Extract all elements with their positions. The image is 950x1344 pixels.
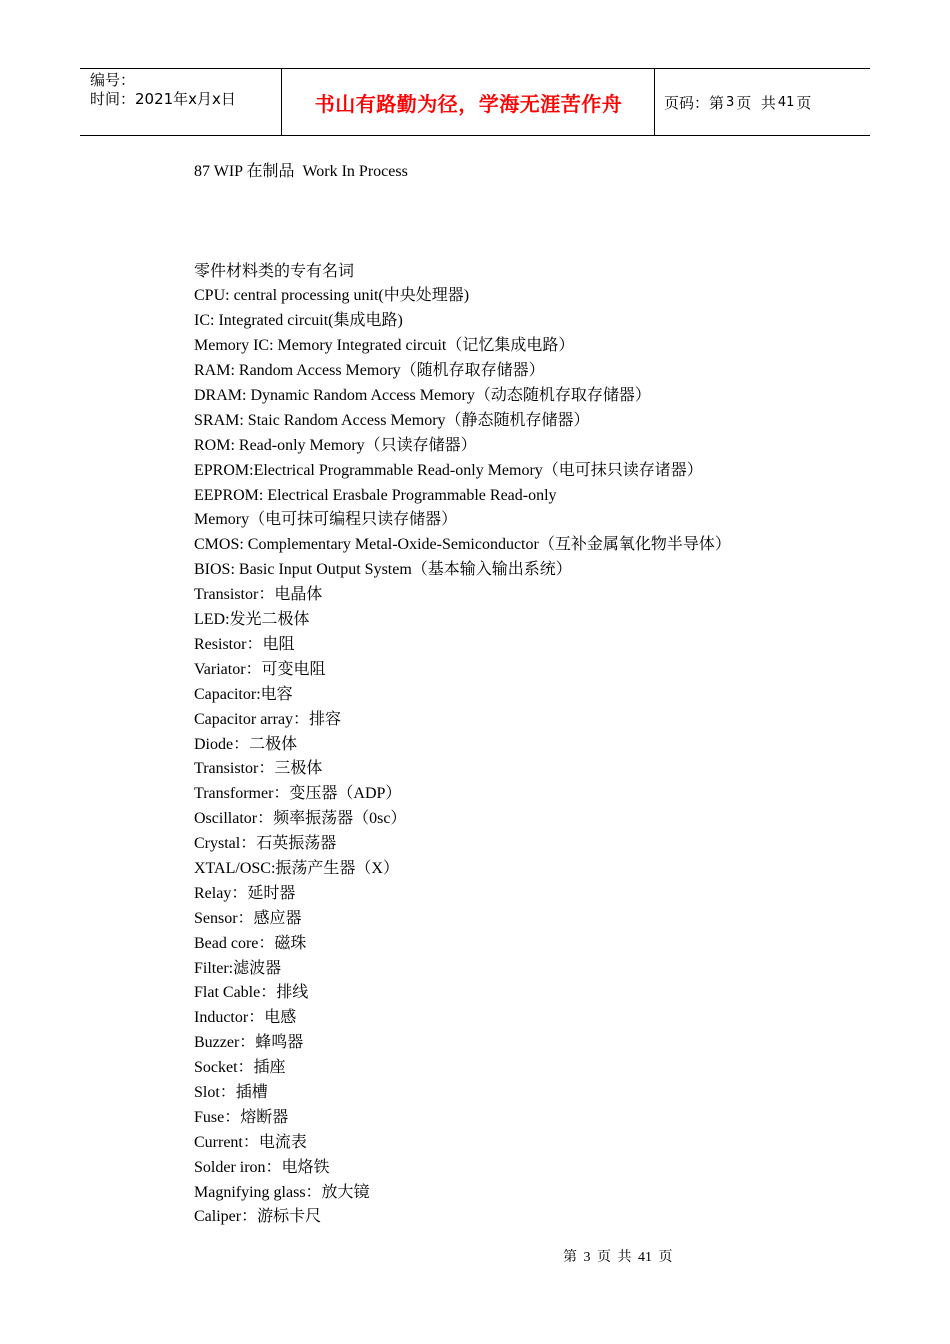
header-meta (90, 71, 236, 109)
term-line: Inductor：电感 (194, 1009, 297, 1027)
header-motto: 书山有路勤为径，学海无涯苦作舟 (314, 91, 623, 116)
page-header (80, 68, 870, 136)
page-prefix: 页码：第 (664, 93, 725, 112)
term-line: IC: Integrated circuit(集成电路) (194, 312, 403, 330)
page-total: 41 (777, 94, 795, 110)
term-line: Magnifying glass：放大镜 (194, 1183, 370, 1201)
term-line: Slot：插槽 (194, 1083, 268, 1101)
term-line: Resistor：电阻 (194, 635, 295, 653)
term-line: RAM: Random Access Memory（随机存取存储器） (194, 362, 545, 380)
term-line: Current：电流表 (194, 1133, 307, 1151)
code-label: 编号： (90, 71, 136, 89)
intro-line: 87 WIP 在制品 Work In Process (194, 163, 408, 180)
term-line: Socket：插座 (194, 1059, 286, 1077)
header-page-info (664, 69, 811, 135)
spacer (194, 185, 834, 260)
term-line: EEPROM: Electrical Erasbale Programmable Read-only (194, 486, 557, 504)
term-line: Caliper：游标卡尺 (194, 1208, 322, 1226)
term-line: Fuse：熔断器 (194, 1108, 289, 1126)
term-line: Diode：二极体 (194, 735, 298, 753)
term-line: SRAM: Staic Random Access Memory（静态随机存储器） (194, 411, 590, 429)
term-line: Transformer：变压器（ADP） (194, 785, 402, 803)
term-line: Relay：延时器 (194, 884, 296, 902)
term-line: LED:发光二极体 (194, 611, 310, 629)
term-line: Sensor：感应器 (194, 909, 302, 927)
term-line: Oscillator：频率振荡器（0sc） (194, 810, 407, 828)
term-line: DRAM: Dynamic Random Access Memory（动态随机存取存储器） (194, 387, 651, 405)
term-line: Filter:滤波器 (194, 959, 282, 977)
document-body (194, 160, 834, 1230)
term-line: Transistor：电晶体 (194, 586, 323, 604)
section-title: 零件材料类的专有名词 (194, 262, 355, 280)
page-footer: 第 3 页 共 41 页 (563, 1250, 673, 1265)
term-line: BIOS: Basic Input Output System（基本输入输出系统） (194, 561, 572, 579)
term-line: Flat Cable：排线 (194, 984, 309, 1002)
term-line: Capacitor array：排容 (194, 710, 342, 728)
term-line: Memory IC: Memory Integrated circuit（记忆集成电路） (194, 337, 575, 355)
term-line: CPU: central processing unit(中央处理器) (194, 287, 470, 305)
term-line: EPROM:Electrical Programmable Read-only Memory（电可抹只读存诸器） (194, 461, 703, 479)
term-line: ROM: Read-only Memory（只读存储器） (194, 436, 477, 454)
term-line: Capacitor:电容 (194, 685, 293, 703)
term-line: XTAL/OSC:振荡产生器（X） (194, 859, 399, 877)
term-line: Solder iron：电烙铁 (194, 1158, 330, 1176)
time-label: 时间：2021年x月x日 (90, 90, 236, 108)
term-line: Memory（电可抹可编程只读存储器） (194, 511, 458, 529)
page-current: 3 (726, 94, 735, 110)
term-line: Transistor：三极体 (194, 760, 323, 778)
term-line: Buzzer：蜂鸣器 (194, 1034, 304, 1052)
term-line: Variator：可变电阻 (194, 660, 326, 678)
term-line: CMOS: Complementary Metal-Oxide-Semiconductor（互补金属氧化物半导体） (194, 536, 731, 554)
page-mid: 页 共 (736, 93, 776, 112)
term-line: Crystal：石英振荡器 (194, 835, 337, 853)
term-line: Bead core：磁珠 (194, 934, 307, 952)
page-suffix: 页 (796, 93, 812, 112)
